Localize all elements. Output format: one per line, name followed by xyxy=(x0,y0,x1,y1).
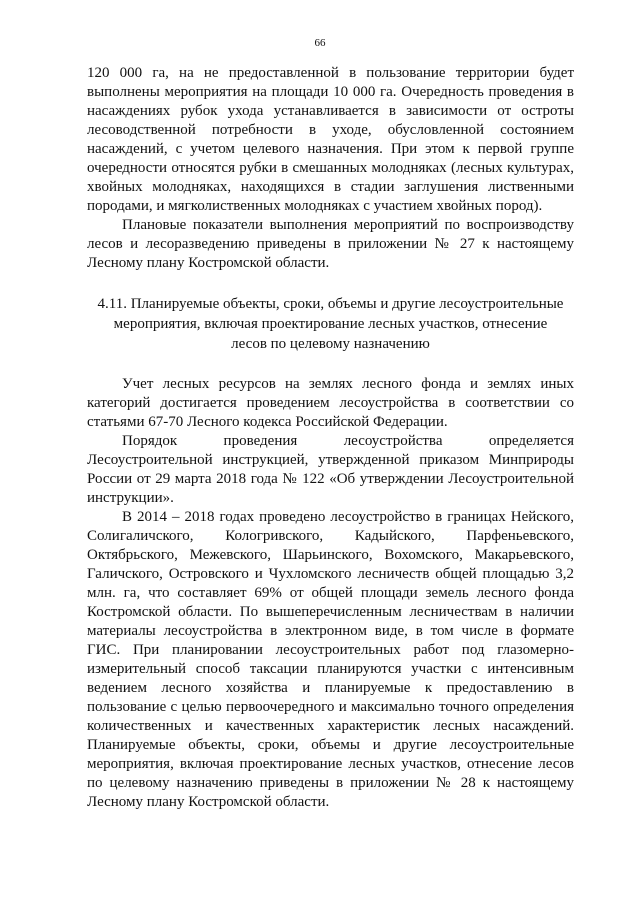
paragraph-forest-management-procedure: Порядок проведения лесоустройства определяется Лесоустроительной инструкцией, утвержденной приказом Минприроды России от 29 марта 2018 года № 122 «Об утверждении Лесоустроительной инструкции». xyxy=(87,433,574,506)
section-heading-line-3: лесов по целевому назначению xyxy=(231,336,430,352)
paragraph-forest-care-order: 120 000 га, на не предоставленной в пользование территории будет выполнены мероприятия на площади 10 000 га. Очередность проведения в насаждениях рубок ухода устанавливается в зависимости от остроты лесоводственной потребности в уходе, обусловленной состоянием насаждений, с учетом целевого назначения. При этом к первой группе очередности относятся рубки в смешанных молодняках (лесных культурах, хвойных молодняках, находящихся в стадии заглушения лиственными породами, и мягколиственных молодняках с участием хвойных пород). xyxy=(87,65,574,214)
section-heading-line-2: мероприятия, включая проектирование лесных участков, отнесение xyxy=(113,316,548,332)
paragraph-forest-resource-accounting: Учет лесных ресурсов на землях лесного фонда и землях иных категорий достигается проведением лесоустройства в соответствии со статьями 67-70 Лесного кодекса Российской Федерации. xyxy=(87,376,574,430)
paragraph-forest-management-2014-2018: В 2014 – 2018 годах проведено лесоустройство в границах Нейского, Солигаличского, Кологривского, Кадыйского, Парфеньевского, Октябрьского, Межевского, Шарьинского, Вохомского, Макарьевского, Галичского, Островского и Чухломского лесничеств общей площадью 3,2 млн. га, что составляет 69% от общей площади земель лесного фонда Костромской области. По вышеперечисленным лесничествам в наличии материалы лесоустройства в электронном виде, в том числе в формате ГИС. При планировании лесоустроительных работ под глазомерно-измерительный способ таксации планируются участки с интенсивным ведением лесного хозяйства и планируемые к предоставлению в пользование с целью первоочередного и максимально точного определения количественных и качественных характеристик лесных насаждений. Планируемые объекты, сроки, объемы и другие лесоустроительные мероприятия, включая проектирование лесных участков, отнесение лесов по целевому назначению приведены в приложении № 28 к настоящему Лесному плану Костромской области. xyxy=(87,509,574,810)
page-body xyxy=(87,64,574,812)
section-heading-line-1: 4.11. Планируемые объекты, сроки, объемы и другие лесоустроительные xyxy=(97,296,564,312)
section-heading-4-11 xyxy=(87,294,574,354)
paragraph-reproduction-indicators: Плановые показатели выполнения мероприятий по воспроизводству лесов и лесоразведению приведены в приложении № 27 к настоящему Лесному плану Костромской области. xyxy=(87,217,574,271)
page-number: 66 xyxy=(314,37,326,49)
